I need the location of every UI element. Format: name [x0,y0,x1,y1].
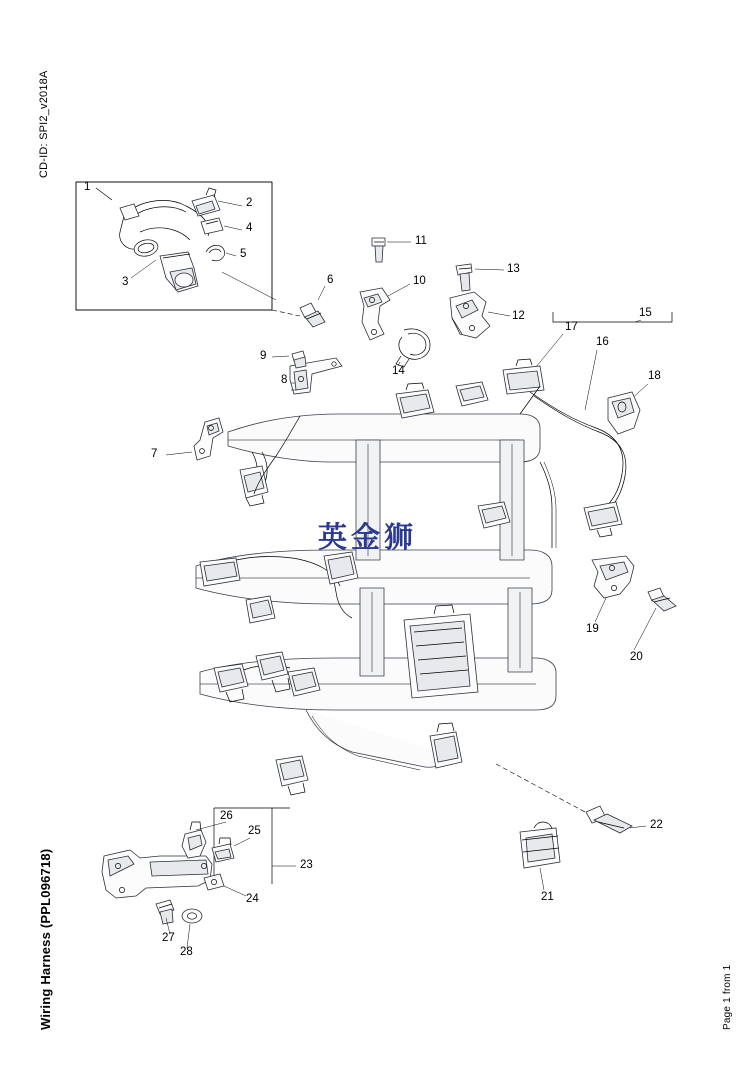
part-22-bolt [496,764,646,833]
callout-21: 21 [541,891,554,903]
callout-17: 17 [565,321,578,333]
watermark-text: 英金狮 [318,520,418,554]
part-7-bracket [166,418,223,460]
callout-16: 16 [596,336,609,348]
callout-6: 6 [327,274,334,286]
part-6-bolt [300,286,325,327]
part-9-bolt [272,351,306,368]
part-14-clip [396,329,430,367]
part-20-bolt [634,588,676,650]
callout-19: 19 [586,623,599,635]
callout-7: 7 [151,448,158,460]
part-group-23 [102,808,296,948]
callout-18: 18 [648,370,661,382]
callout-8: 8 [281,374,288,386]
callout-23: 23 [300,859,313,871]
callout-22: 22 [650,819,663,831]
part-11-bolt [372,238,411,262]
callout-26: 26 [220,810,233,822]
part-10-bracket [360,284,410,340]
callout-12: 12 [512,310,525,322]
cd-id-label: CD-ID: SPI2_v2018A [38,70,50,178]
callout-25: 25 [248,825,261,837]
part-12-bracket [450,292,510,338]
part-21-clamp [520,822,560,890]
callout-5: 5 [240,248,247,260]
part-19-bracket [592,556,634,622]
callout-15: 15 [639,307,652,319]
callout-2: 2 [246,197,253,209]
callout-11: 11 [415,235,427,247]
callout-24: 24 [246,893,259,905]
callout-9: 9 [260,350,267,362]
callout-28: 28 [180,946,193,958]
callout-27: 27 [162,932,175,944]
part-13-bolt [456,264,504,291]
group-1-box [76,182,300,316]
callout-10: 10 [413,275,426,287]
callout-1: 1 [84,181,91,193]
main-wiring-harness [196,382,556,795]
callout-4: 4 [246,222,253,234]
callout-14: 14 [392,365,405,377]
callout-13: 13 [507,263,520,275]
page-footer: Page 1 from 1 [722,964,733,1030]
callout-20: 20 [630,651,643,663]
part-group-1-assembly [120,188,242,292]
page-title: Wiring Harness (PPL096718) [38,848,53,1030]
callout-3: 3 [122,276,129,288]
